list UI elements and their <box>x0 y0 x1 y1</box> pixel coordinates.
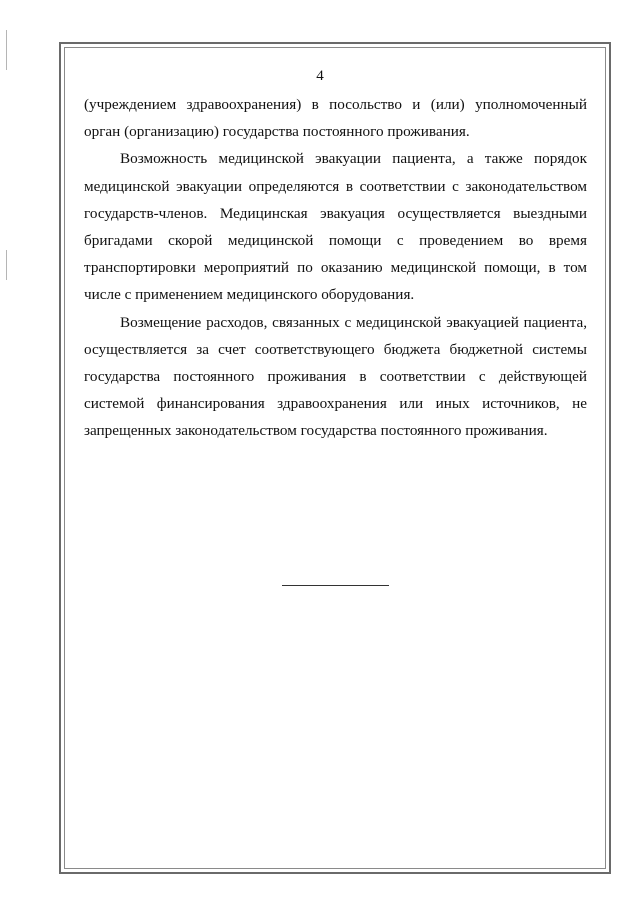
document-body <box>84 91 587 445</box>
paragraph-continuation: (учреждением здравоохранения) в посольство и (или) уполномоченный орган (организацию) государства постоянного проживания. <box>84 96 587 141</box>
paragraph-medical-evacuation: Возможность медицинской эвакуации пациента, а также порядок медицинской эвакуации определяются в соответствии с законодательством государств-членов. Медицинская эвакуация осуществляется выездными бригадами скорой медицинской помощи с проведением во время транспортировки мероприятий по оказанию медицинской помощи, в том числе с применением медицинского оборудования. <box>84 150 587 304</box>
end-separator-line <box>282 585 389 586</box>
paragraph-expense-reimbursement: Возмещение расходов, связанных с медицинской эвакуацией пациента, осуществляется за счет соответствующего бюджета бюджетной системы государства постоянного проживания в соответствии с действующей системой финансирования здравоохранения или иных источников, не запрещенных законодательством государства постоянного проживания. <box>84 313 587 440</box>
scan-edge-mark <box>6 30 7 70</box>
page-number: 4 <box>316 68 324 84</box>
scan-edge-mark <box>6 250 7 280</box>
